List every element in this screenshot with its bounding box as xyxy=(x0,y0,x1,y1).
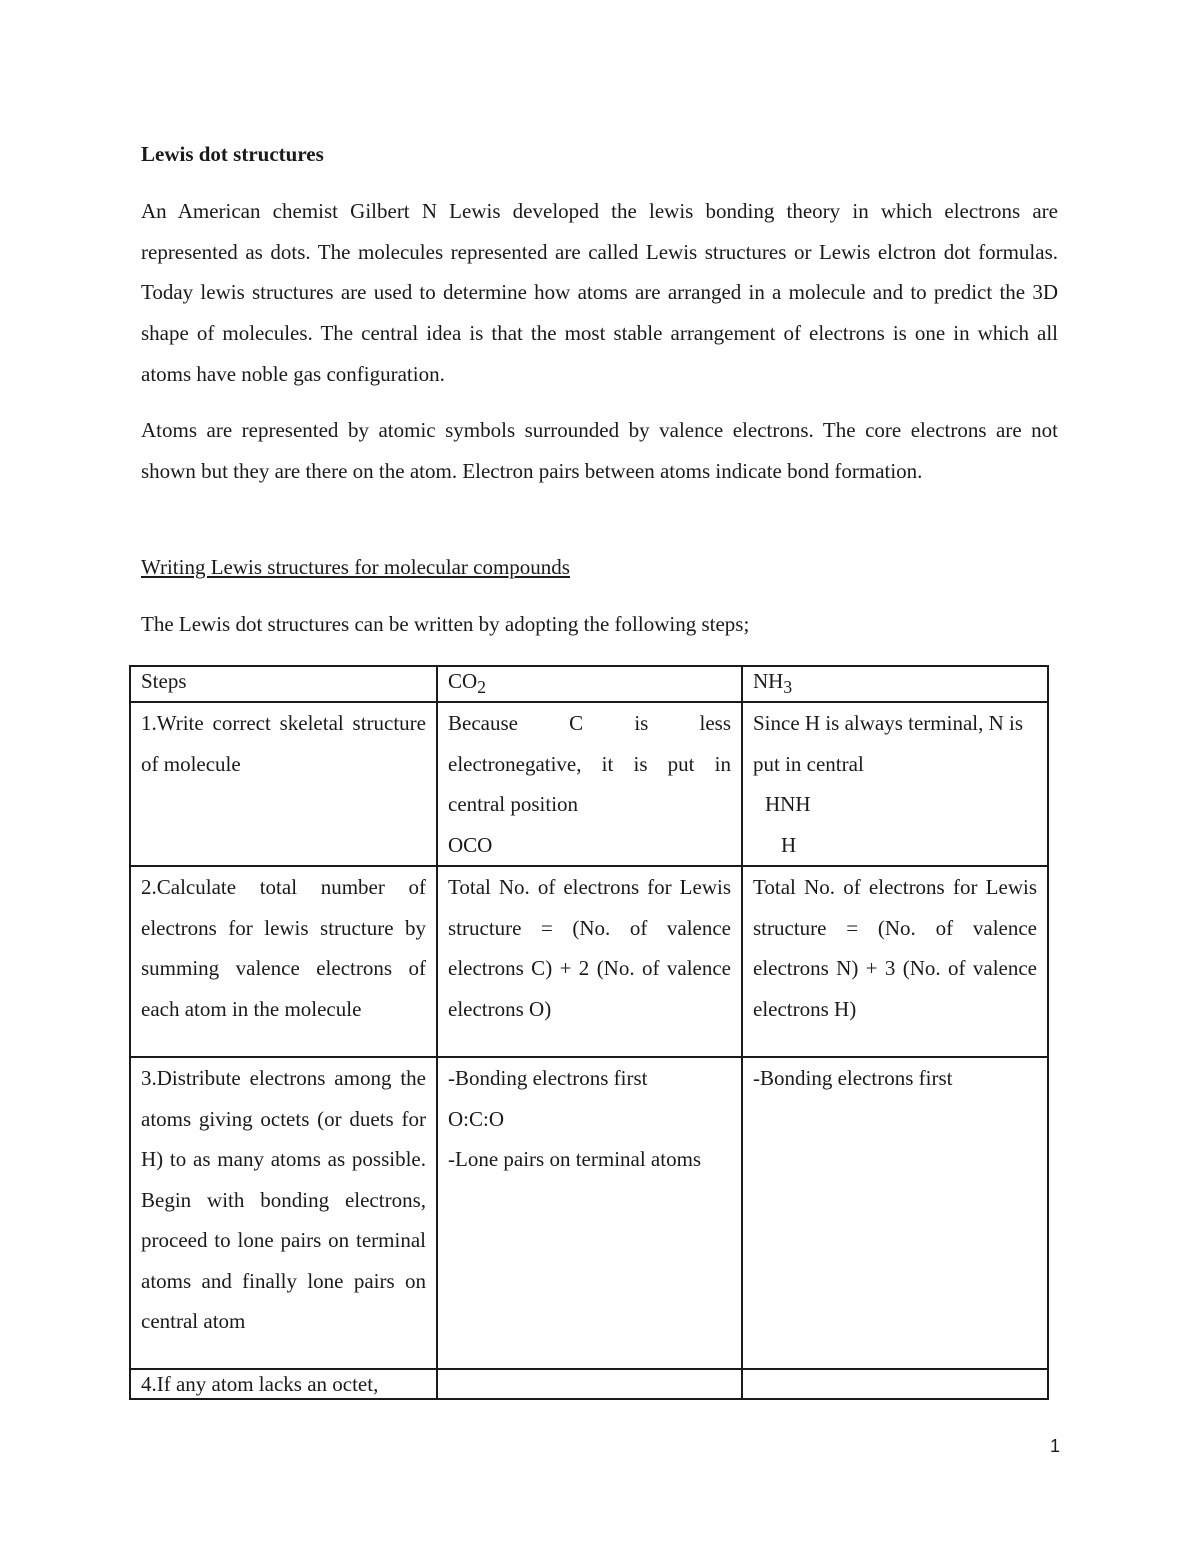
header-co2-subscript: 2 xyxy=(477,677,486,698)
row4-co2 xyxy=(437,1369,742,1399)
header-nh3-prefix: NH xyxy=(753,669,784,693)
row1-nh3 xyxy=(742,702,1048,866)
row3-co2 xyxy=(437,1057,742,1369)
table-row xyxy=(130,1057,1048,1369)
row2-step: 2.Calculate total number of electrons for lewis structure by summing valence electrons of each atom in the molecule xyxy=(130,866,437,1057)
header-steps: Steps xyxy=(130,666,437,702)
row1-nh3-structure-line2: H xyxy=(781,832,797,857)
table-row xyxy=(130,702,1048,866)
lewis-steps-table xyxy=(129,665,1049,1400)
row3-step: 3.Distribute electrons among the atoms giving octets (or duets for H) to as many atoms as possible. Begin with bonding electrons, proceed to lone pairs on terminal atoms and finally lone pairs on central atom xyxy=(130,1057,437,1369)
row4-nh3 xyxy=(742,1369,1048,1399)
row3-nh3 xyxy=(742,1057,1048,1369)
row3-co2-line1: -Bonding electrons first xyxy=(448,1066,648,1091)
table-row xyxy=(130,1369,1048,1399)
header-nh3-subscript: 3 xyxy=(783,677,793,698)
row1-co2 xyxy=(437,702,742,866)
table-header-row xyxy=(130,666,1048,702)
row4-step: 4.If any atom lacks an octet, xyxy=(130,1369,437,1399)
row2-nh3: Total No. of electrons for Lewis structure = (No. of valence electrons N) + 3 (No. of valence electrons H) xyxy=(742,866,1048,1057)
row3-co2-line2: O:C:O xyxy=(448,1106,505,1131)
row2-co2: Total No. of electrons for Lewis structure = (No. of valence electrons C) + 2 (No. of valence electrons O) xyxy=(437,866,742,1057)
header-co2 xyxy=(437,666,742,702)
atoms-paragraph: Atoms are represented by atomic symbols surrounded by valence electrons. The core electrons are not shown but they are there on the atom. Electron pairs between atoms indicate bond formation. xyxy=(141,418,1058,483)
steps-intro: The Lewis dot structures can be written by adopting the following steps; xyxy=(141,612,750,636)
header-nh3 xyxy=(742,666,1048,702)
page-number: 1 xyxy=(1050,1436,1061,1456)
row1-step: 1.Write correct skeletal structure of molecule xyxy=(130,702,437,866)
page-title: Lewis dot structures xyxy=(141,142,324,166)
row1-co2-text: Because C is less electronegative, it is put in central position xyxy=(448,711,731,817)
row3-nh3-line1: -Bonding electrons first xyxy=(753,1066,953,1091)
header-co2-prefix: CO xyxy=(448,669,478,693)
row3-co2-line3: -Lone pairs on terminal atoms xyxy=(448,1147,702,1172)
table-row xyxy=(130,866,1048,1057)
intro-paragraph: An American chemist Gilbert N Lewis developed the lewis bonding theory in which electrons are represented as dots. The molecules represented are called Lewis structures or Lewis elctron dot formulas. Today lewis structures are used to determine how atoms are arranged in a molecule and to predict the 3D shape of molecules. The central idea is that the most stable arrangement of electrons is one in which all atoms have noble gas configuration. xyxy=(141,199,1058,386)
row1-nh3-structure-line1: HNH xyxy=(765,792,811,817)
row1-nh3-text: Since H is always terminal, N is put in central xyxy=(753,711,1024,776)
row1-co2-formula: OCO xyxy=(448,832,493,857)
section-subheading: Writing Lewis structures for molecular compounds xyxy=(141,555,570,579)
